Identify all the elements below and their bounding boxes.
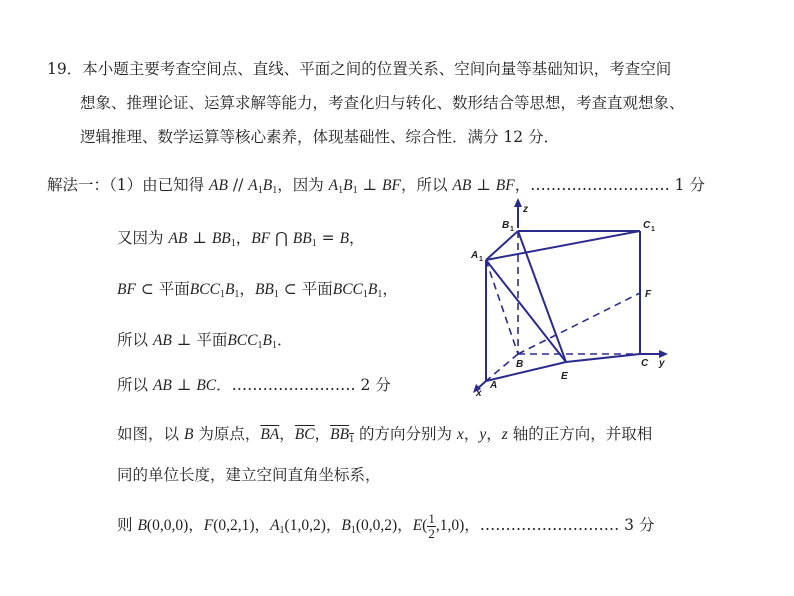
then-prefix: 则 [117, 516, 138, 535]
intro-line-3: 逻辑推理、数学运算等核心素养，体现基础性、综合性．满分 12 分． [80, 128, 560, 146]
coord-a1: $A_1(1,0,2)$ [270, 517, 326, 537]
perp-symbol: ⊥ [357, 176, 383, 194]
prism-figure [468, 198, 698, 398]
segment-bf-3: BF [251, 230, 271, 247]
solution-line-2 [117, 228, 365, 254]
label-a1: A [471, 250, 479, 261]
plane-word-2: 平面 [301, 280, 333, 298]
solution-line-7: 同的单位长度，建立空间直角坐标系， [117, 466, 381, 484]
segment-bf: BF [382, 177, 401, 194]
comma-13: ， [397, 516, 413, 535]
label-x: x [476, 388, 482, 398]
coord-text-1: 如图，以 [117, 425, 184, 443]
segment-a1b-hidden [486, 260, 518, 354]
comma-2: ， [235, 229, 252, 247]
solution-line-5 [117, 375, 391, 396]
segment-ab: AB [209, 177, 228, 194]
coord-b: B(0,0,0) [137, 517, 189, 535]
intro-line-1: 19．本小题主要考查空间点、直线、平面之间的位置关系、空间向量等基础知识，考查空间 [47, 60, 672, 78]
because-prefix: ，因为 [277, 176, 329, 194]
coord-text-3: 的方向分别为 [354, 425, 457, 443]
point-b: B [339, 230, 350, 247]
axis-y: y [479, 426, 487, 443]
comma-8: ， [463, 425, 480, 443]
solution-line-6 [117, 424, 652, 450]
comma-11: ， [254, 516, 271, 535]
plane-bcc1b1: $BCC_1B_1$ [189, 281, 240, 300]
label-z: z [523, 204, 528, 215]
comma: ， [514, 176, 531, 194]
cap-symbol: ⋂ [270, 229, 293, 247]
parallel-symbol: // [227, 176, 249, 194]
segment-ab-4: AB [152, 332, 172, 349]
label-c: C [641, 358, 649, 369]
comma-5: ， [382, 280, 398, 298]
label-y: y [659, 358, 665, 369]
vector-bb1: $BB_1$ [330, 426, 355, 445]
segment-ab-5: AB [152, 377, 172, 394]
segment-bf-4: BF [117, 281, 136, 298]
vector-bc: $\overline{BC}$ [294, 426, 315, 443]
segment-a1b1-2: $A_1B_1$ [328, 177, 358, 196]
label-f: F [645, 289, 652, 300]
perp-symbol-2: ⊥ [471, 176, 496, 194]
label-a1-sub: 1 [479, 256, 483, 263]
score-dots-1: ……………………… 1 分 [530, 176, 705, 194]
fraction-one-half: $\frac{1}{2}$ [428, 511, 435, 541]
y-arrow-icon [659, 350, 668, 358]
segment-bc: BC [196, 377, 217, 394]
label-b: B [516, 359, 524, 370]
label-b1: B [502, 220, 510, 231]
origin-b: B [183, 426, 194, 443]
plane-word-3: 平面 [196, 331, 228, 349]
comma-12: ， [325, 516, 342, 535]
segment-bb1-2: $BB_1$ [292, 230, 317, 249]
comma-9: ， [486, 425, 502, 443]
edge-ec [566, 354, 640, 362]
segment-a1b1: $A_1B_1$ [248, 177, 278, 196]
coord-text-2: 为原点， [193, 425, 261, 443]
label-c1-sub: 1 [651, 226, 655, 233]
coord-text-4: 轴的正方向，并取相 [507, 425, 653, 443]
period: ． [276, 331, 293, 349]
solution-line-8 [117, 512, 654, 541]
subset-symbol: ⊂ [135, 280, 159, 298]
score-dots-2: ．…………………… 2 分 [216, 376, 391, 394]
axis-x: x [456, 426, 464, 443]
vector-ba: $\overline{BA}$ [260, 426, 280, 443]
coord-b1: $B_1(0,0,2)$ [341, 517, 398, 537]
so-prefix: ，所以 [400, 176, 453, 194]
label-c1: C [643, 220, 651, 231]
perp-symbol-3: ⊥ [187, 229, 212, 247]
subset-symbol-2: ⊂ [278, 280, 302, 298]
axis-z: z [501, 426, 508, 443]
segment-ab-3: AB [168, 230, 188, 247]
comma-4: ， [239, 280, 255, 298]
plane-bcc1b1-2: $BCC_1B_1$ [332, 281, 383, 300]
score-dots-3: ，……………………… 3 分 [464, 516, 655, 535]
perp-symbol-4: ⊥ [171, 331, 197, 349]
method-label: 解法一：（1）由已知得 [47, 176, 210, 194]
solution-line-4 [117, 330, 292, 356]
solution-line-3 [117, 279, 398, 305]
comma-10: ， [188, 516, 204, 535]
eq-symbol: = [316, 229, 340, 247]
segment-ab-2: AB [452, 177, 472, 194]
label-a: A [490, 380, 498, 391]
segment-bf-2: BF [495, 177, 515, 194]
edge-a1c1 [486, 231, 640, 260]
comma-6: ， [279, 425, 295, 443]
coord-e: E( $\frac{1}{2}$ ,1,0) [412, 511, 465, 541]
edge-a1e [486, 260, 566, 362]
perp-symbol-5: ⊥ [171, 376, 197, 394]
segment-bb1: $BB_1$ [211, 230, 236, 249]
comma-3: ， [349, 229, 365, 247]
intro-line-2: 想象、推理论证、运算求解等能力，考查化归与转化、数形结合等思想，考查直观想象、 [80, 94, 685, 112]
again-prefix: 又因为 [117, 229, 169, 247]
comma-7: ， [314, 425, 331, 443]
label-b1-sub: 1 [510, 226, 514, 233]
plane-bcc1b1-3: $BCC_1B_1$ [227, 332, 277, 351]
label-e: E [561, 371, 568, 382]
z-arrow-icon [514, 198, 522, 207]
segment-bb1-3: $BB_1$ [254, 281, 279, 300]
coord-f: F(0,2,1) [203, 517, 255, 535]
therefore-prefix-2: 所以 [117, 376, 153, 394]
plane-word: 平面 [158, 280, 190, 298]
therefore-prefix: 所以 [117, 331, 153, 349]
